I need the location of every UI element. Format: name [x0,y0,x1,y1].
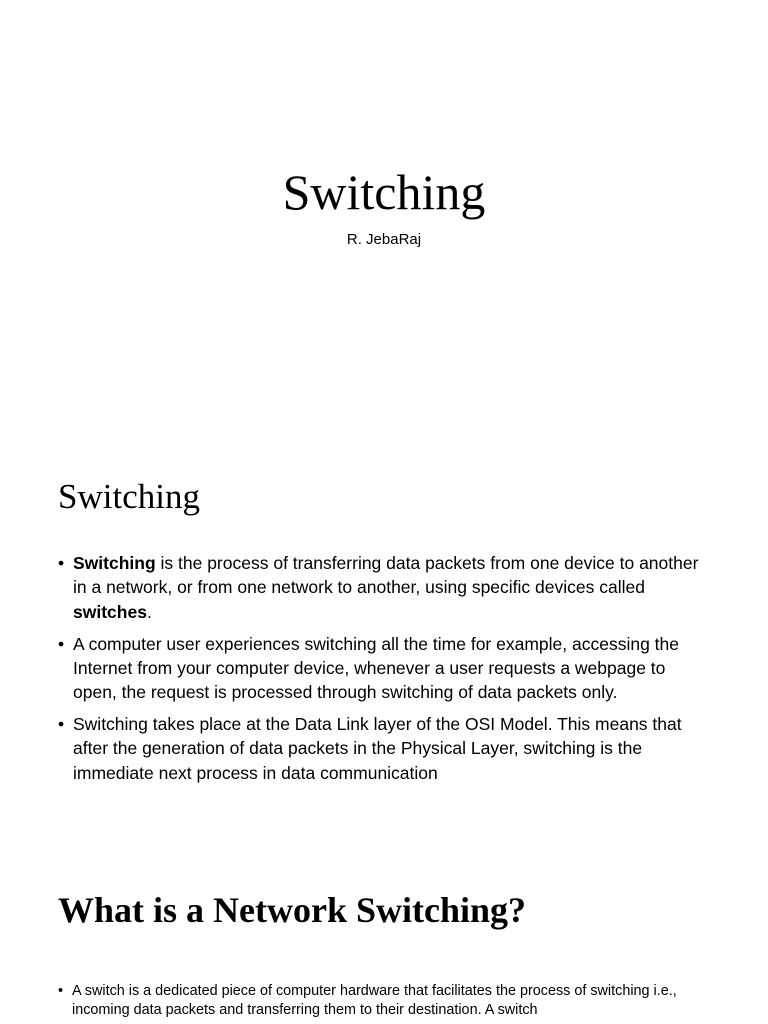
switching-slide [0,432,768,842]
bold-term: switches [73,601,147,622]
bullet-item [58,982,718,1019]
bullet-text: . [146,601,152,622]
network-switching-slide [0,842,768,1024]
bullet-item [58,551,708,624]
presentation-title: Switching [282,164,486,220]
slide-heading: What is a Network Switching? [58,890,527,930]
bullet-icon: • [58,553,65,573]
bullet-text: A computer user experiences switching all the time for example, accessing the Internet from your computer device, whenever a user requests a webpage to open, the request is processed through switching of data packets only. [73,633,679,703]
bullet-icon: • [58,983,64,999]
bullet-text: A switch is a dedicated piece of computer hardware that facilitates the process of switching i.e., incoming data packets and transferring them to their destination. A switch [72,983,677,1018]
bullet-icon: • [58,633,65,654]
bullet-text: Switching takes place at the Data Link layer of the OSI Model. This means that after the generation of data packets in the Physical Layer, switching is the immediate next process in data communication [73,714,682,783]
bullet-icon: • [58,714,65,735]
bullet-item [58,712,708,785]
bullet-text: is the process of transferring data packets from one device to another in a network, or from one network to another, using specific devices called [73,553,699,598]
slide-heading: Switching [58,477,200,516]
bold-term: Switching [73,553,156,573]
bullet-list [58,551,708,793]
title-slide [0,0,768,432]
bullet-list [58,982,718,1024]
author-name: R. JebaRaj [346,231,422,248]
bullet-item [58,632,708,705]
